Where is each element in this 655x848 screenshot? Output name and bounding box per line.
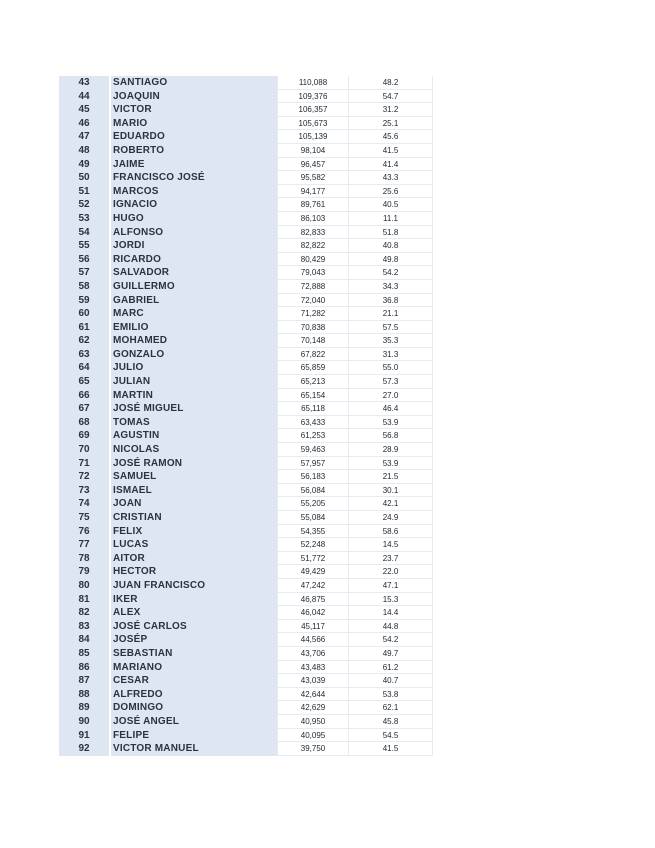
count-cell: 52,248 — [277, 538, 349, 552]
percent-cell: 41.5 — [349, 742, 433, 756]
count-cell: 43,706 — [277, 647, 349, 661]
rank-cell: 84 — [59, 633, 109, 647]
count-cell: 65,154 — [277, 389, 349, 403]
table-row — [59, 402, 433, 416]
table-row — [59, 688, 433, 702]
table-row — [59, 375, 433, 389]
table-row — [59, 90, 433, 104]
name-cell: SEBASTIAN — [111, 647, 277, 661]
rank-cell: 85 — [59, 647, 109, 661]
count-cell: 106,357 — [277, 103, 349, 117]
name-cell: MARCOS — [111, 185, 277, 199]
rank-cell: 64 — [59, 361, 109, 375]
name-cell: CESAR — [111, 674, 277, 688]
percent-cell: 40.8 — [349, 239, 433, 253]
name-cell: TOMAS — [111, 416, 277, 430]
rank-cell: 56 — [59, 253, 109, 267]
rank-cell: 43 — [59, 76, 109, 90]
name-cell: JUAN FRANCISCO — [111, 579, 277, 593]
table-row — [59, 565, 433, 579]
count-cell: 42,629 — [277, 701, 349, 715]
percent-cell: 23.7 — [349, 552, 433, 566]
count-cell: 82,822 — [277, 239, 349, 253]
rank-cell: 59 — [59, 294, 109, 308]
name-cell: JORDI — [111, 239, 277, 253]
name-cell: HECTOR — [111, 565, 277, 579]
count-cell: 44,566 — [277, 633, 349, 647]
name-cell: MARIANO — [111, 661, 277, 675]
rank-cell: 75 — [59, 511, 109, 525]
percent-cell: 40.7 — [349, 674, 433, 688]
name-cell: JOAN — [111, 497, 277, 511]
percent-cell: 62.1 — [349, 701, 433, 715]
table-row — [59, 633, 433, 647]
table-row — [59, 76, 433, 90]
rank-cell: 67 — [59, 402, 109, 416]
count-cell: 80,429 — [277, 253, 349, 267]
table-row — [59, 552, 433, 566]
name-cell: GONZALO — [111, 348, 277, 362]
percent-cell: 14.4 — [349, 606, 433, 620]
table-row — [59, 579, 433, 593]
rank-cell: 71 — [59, 457, 109, 471]
count-cell: 109,376 — [277, 90, 349, 104]
percent-cell: 49.7 — [349, 647, 433, 661]
rank-cell: 63 — [59, 348, 109, 362]
percent-cell: 22.0 — [349, 565, 433, 579]
count-cell: 51,772 — [277, 552, 349, 566]
percent-cell: 15.3 — [349, 593, 433, 607]
percent-cell: 42.1 — [349, 497, 433, 511]
table-row — [59, 171, 433, 185]
table-row — [59, 158, 433, 172]
percent-cell: 53.9 — [349, 457, 433, 471]
rank-cell: 65 — [59, 375, 109, 389]
rank-cell: 66 — [59, 389, 109, 403]
rank-cell: 57 — [59, 266, 109, 280]
table-row — [59, 266, 433, 280]
rank-cell: 54 — [59, 226, 109, 240]
percent-cell: 53.8 — [349, 688, 433, 702]
percent-cell: 56.8 — [349, 429, 433, 443]
rank-cell: 87 — [59, 674, 109, 688]
rank-cell: 76 — [59, 525, 109, 539]
rank-cell: 62 — [59, 334, 109, 348]
percent-cell: 43.3 — [349, 171, 433, 185]
count-cell: 71,282 — [277, 307, 349, 321]
percent-cell: 35.3 — [349, 334, 433, 348]
rank-cell: 89 — [59, 701, 109, 715]
names-table — [59, 76, 433, 756]
table-row — [59, 416, 433, 430]
percent-cell: 47.1 — [349, 579, 433, 593]
rank-cell: 45 — [59, 103, 109, 117]
table-row — [59, 525, 433, 539]
count-cell: 95,582 — [277, 171, 349, 185]
percent-cell: 54.5 — [349, 729, 433, 743]
percent-cell: 27.0 — [349, 389, 433, 403]
rank-cell: 81 — [59, 593, 109, 607]
count-cell: 94,177 — [277, 185, 349, 199]
name-cell: LUCAS — [111, 538, 277, 552]
name-cell: MARIO — [111, 117, 277, 131]
count-cell: 86,103 — [277, 212, 349, 226]
table-row — [59, 280, 433, 294]
rank-cell: 51 — [59, 185, 109, 199]
table-row — [59, 212, 433, 226]
count-cell: 56,084 — [277, 484, 349, 498]
count-cell: 47,242 — [277, 579, 349, 593]
table-row — [59, 457, 433, 471]
name-cell: NICOLAS — [111, 443, 277, 457]
table-row — [59, 429, 433, 443]
count-cell: 39,750 — [277, 742, 349, 756]
table-row — [59, 674, 433, 688]
name-cell: JOSÉ ANGEL — [111, 715, 277, 729]
count-cell: 89,761 — [277, 198, 349, 212]
table-row — [59, 497, 433, 511]
rank-cell: 90 — [59, 715, 109, 729]
name-cell: MOHAMED — [111, 334, 277, 348]
name-cell: FRANCISCO JOSÉ — [111, 171, 277, 185]
percent-cell: 46.4 — [349, 402, 433, 416]
name-cell: MARC — [111, 307, 277, 321]
name-cell: GUILLERMO — [111, 280, 277, 294]
table-row — [59, 593, 433, 607]
table-row — [59, 226, 433, 240]
percent-cell: 55.0 — [349, 361, 433, 375]
rank-cell: 77 — [59, 538, 109, 552]
table-row — [59, 239, 433, 253]
table-row — [59, 117, 433, 131]
rank-cell: 55 — [59, 239, 109, 253]
count-cell: 105,139 — [277, 130, 349, 144]
table-row — [59, 511, 433, 525]
percent-cell: 45.8 — [349, 715, 433, 729]
count-cell: 43,483 — [277, 661, 349, 675]
name-cell: AGUSTIN — [111, 429, 277, 443]
name-cell: IGNACIO — [111, 198, 277, 212]
count-cell: 65,859 — [277, 361, 349, 375]
percent-cell: 30.1 — [349, 484, 433, 498]
percent-cell: 44.8 — [349, 620, 433, 634]
rank-cell: 91 — [59, 729, 109, 743]
table-row — [59, 606, 433, 620]
table-row — [59, 742, 433, 756]
percent-cell: 40.5 — [349, 198, 433, 212]
count-cell: 67,822 — [277, 348, 349, 362]
name-cell: EMILIO — [111, 321, 277, 335]
table-row — [59, 144, 433, 158]
table-row — [59, 715, 433, 729]
rank-cell: 72 — [59, 470, 109, 484]
percent-cell: 53.9 — [349, 416, 433, 430]
count-cell: 42,644 — [277, 688, 349, 702]
table-row — [59, 661, 433, 675]
percent-cell: 57.3 — [349, 375, 433, 389]
rank-cell: 80 — [59, 579, 109, 593]
rank-cell: 50 — [59, 171, 109, 185]
name-cell: JAIME — [111, 158, 277, 172]
count-cell: 57,957 — [277, 457, 349, 471]
rank-cell: 49 — [59, 158, 109, 172]
name-cell: AITOR — [111, 552, 277, 566]
table-row — [59, 130, 433, 144]
name-cell: JOSÉ CARLOS — [111, 620, 277, 634]
percent-cell: 11.1 — [349, 212, 433, 226]
name-cell: ALFREDO — [111, 688, 277, 702]
percent-cell: 21.1 — [349, 307, 433, 321]
table-row — [59, 484, 433, 498]
rank-cell: 61 — [59, 321, 109, 335]
table-row — [59, 470, 433, 484]
percent-cell: 45.6 — [349, 130, 433, 144]
count-cell: 65,118 — [277, 402, 349, 416]
count-cell: 72,040 — [277, 294, 349, 308]
name-cell: JULIAN — [111, 375, 277, 389]
rank-cell: 74 — [59, 497, 109, 511]
count-cell: 59,463 — [277, 443, 349, 457]
percent-cell: 48.2 — [349, 76, 433, 90]
rank-cell: 69 — [59, 429, 109, 443]
table-row — [59, 103, 433, 117]
table-row — [59, 361, 433, 375]
rank-cell: 79 — [59, 565, 109, 579]
table-row — [59, 321, 433, 335]
table-row — [59, 443, 433, 457]
name-cell: MARTIN — [111, 389, 277, 403]
name-cell: GABRIEL — [111, 294, 277, 308]
count-cell: 55,084 — [277, 511, 349, 525]
name-cell: ROBERTO — [111, 144, 277, 158]
percent-cell: 54.2 — [349, 266, 433, 280]
count-cell: 65,213 — [277, 375, 349, 389]
percent-cell: 34.3 — [349, 280, 433, 294]
percent-cell: 25.6 — [349, 185, 433, 199]
count-cell: 96,457 — [277, 158, 349, 172]
count-cell: 40,950 — [277, 715, 349, 729]
count-cell: 45,117 — [277, 620, 349, 634]
rank-cell: 48 — [59, 144, 109, 158]
count-cell: 56,183 — [277, 470, 349, 484]
count-cell: 40,095 — [277, 729, 349, 743]
percent-cell: 51.8 — [349, 226, 433, 240]
rank-cell: 82 — [59, 606, 109, 620]
percent-cell: 14.5 — [349, 538, 433, 552]
table-row — [59, 620, 433, 634]
name-cell: VICTOR MANUEL — [111, 742, 277, 756]
percent-cell: 54.7 — [349, 90, 433, 104]
rank-cell: 60 — [59, 307, 109, 321]
count-cell: 82,833 — [277, 226, 349, 240]
name-cell: IKER — [111, 593, 277, 607]
count-cell: 70,838 — [277, 321, 349, 335]
count-cell: 54,355 — [277, 525, 349, 539]
table-row — [59, 729, 433, 743]
table-row — [59, 185, 433, 199]
percent-cell: 31.2 — [349, 103, 433, 117]
count-cell: 43,039 — [277, 674, 349, 688]
rank-cell: 68 — [59, 416, 109, 430]
rank-cell: 53 — [59, 212, 109, 226]
percent-cell: 24.9 — [349, 511, 433, 525]
count-cell: 110,088 — [277, 76, 349, 90]
rank-cell: 83 — [59, 620, 109, 634]
count-cell: 49,429 — [277, 565, 349, 579]
percent-cell: 61.2 — [349, 661, 433, 675]
table-row — [59, 294, 433, 308]
name-cell: ALFONSO — [111, 226, 277, 240]
rank-cell: 47 — [59, 130, 109, 144]
name-cell: SALVADOR — [111, 266, 277, 280]
count-cell: 79,043 — [277, 266, 349, 280]
name-cell: JOSÉ RAMON — [111, 457, 277, 471]
name-cell: JOAQUIN — [111, 90, 277, 104]
name-cell: JULIO — [111, 361, 277, 375]
percent-cell: 21.5 — [349, 470, 433, 484]
name-cell: JOSÉP — [111, 633, 277, 647]
percent-cell: 41.4 — [349, 158, 433, 172]
rank-cell: 58 — [59, 280, 109, 294]
name-cell: HUGO — [111, 212, 277, 226]
name-cell: FELIPE — [111, 729, 277, 743]
name-cell: ISMAEL — [111, 484, 277, 498]
table-row — [59, 348, 433, 362]
percent-cell: 54.2 — [349, 633, 433, 647]
rank-cell: 86 — [59, 661, 109, 675]
percent-cell: 25.1 — [349, 117, 433, 131]
table-row — [59, 538, 433, 552]
name-cell: EDUARDO — [111, 130, 277, 144]
name-cell: VICTOR — [111, 103, 277, 117]
percent-cell: 31.3 — [349, 348, 433, 362]
count-cell: 63,433 — [277, 416, 349, 430]
rank-cell: 73 — [59, 484, 109, 498]
table-row — [59, 701, 433, 715]
table-row — [59, 198, 433, 212]
rank-cell: 92 — [59, 742, 109, 756]
table-row — [59, 307, 433, 321]
percent-cell: 36.8 — [349, 294, 433, 308]
table-row — [59, 389, 433, 403]
rank-cell: 52 — [59, 198, 109, 212]
percent-cell: 58.6 — [349, 525, 433, 539]
name-cell: FELIX — [111, 525, 277, 539]
name-cell: SANTIAGO — [111, 76, 277, 90]
percent-cell: 41.5 — [349, 144, 433, 158]
count-cell: 72,888 — [277, 280, 349, 294]
count-cell: 55,205 — [277, 497, 349, 511]
table-row — [59, 647, 433, 661]
count-cell: 98,104 — [277, 144, 349, 158]
percent-cell: 57.5 — [349, 321, 433, 335]
count-cell: 46,042 — [277, 606, 349, 620]
name-cell: RICARDO — [111, 253, 277, 267]
percent-cell: 49.8 — [349, 253, 433, 267]
table-row — [59, 253, 433, 267]
rank-cell: 46 — [59, 117, 109, 131]
count-cell: 70,148 — [277, 334, 349, 348]
name-cell: DOMINGO — [111, 701, 277, 715]
count-cell: 105,673 — [277, 117, 349, 131]
rank-cell: 44 — [59, 90, 109, 104]
count-cell: 61,253 — [277, 429, 349, 443]
name-cell: ALEX — [111, 606, 277, 620]
name-cell: JOSÉ MIGUEL — [111, 402, 277, 416]
rank-cell: 70 — [59, 443, 109, 457]
rank-cell: 78 — [59, 552, 109, 566]
count-cell: 46,875 — [277, 593, 349, 607]
name-cell: CRISTIAN — [111, 511, 277, 525]
table-row — [59, 334, 433, 348]
rank-cell: 88 — [59, 688, 109, 702]
name-cell: SAMUEL — [111, 470, 277, 484]
percent-cell: 28.9 — [349, 443, 433, 457]
